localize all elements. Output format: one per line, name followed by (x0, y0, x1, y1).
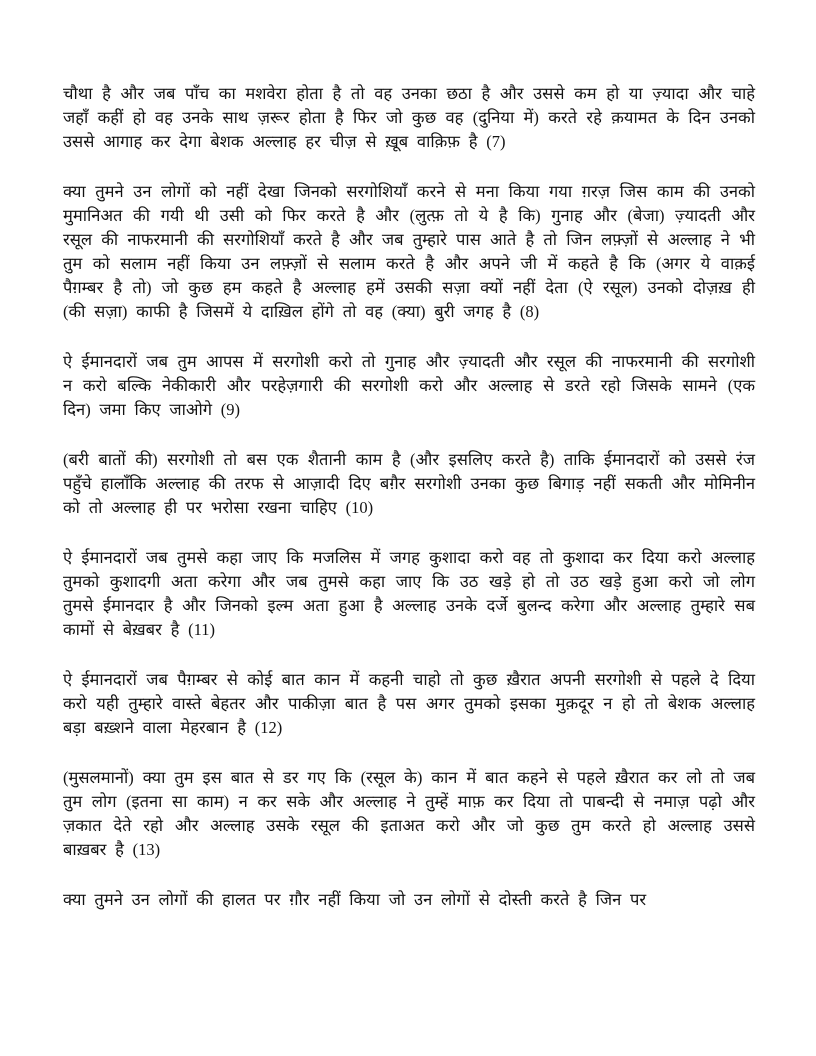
verse-paragraph-9: ऐ ईमानदारों जब तुम आपस में सरगोशी करो तो गुनाह और ज़्यादती और रसूल की नाफरमानी की सरगोशी न करो बल्कि नेकीकारी और परहेज़गारी की सरगोशी करो और अल्लाह से डरते रहो जिसके सामने (एक दिन) जमा किए जाओगे (9) (63, 352, 755, 419)
verse-paragraph-10: (बरी बातों की) सरगोशी तो बस एक शैतानी काम है (और इसलिए करते है) ताकि ईमानदारों को उससे रंज पहुँचे हालाँकि अल्लाह की तरफ से आज़ादी दिए बग़ैर सरगोशी उनका कुछ बिगाड़ नहीं सकती और मोमिनीन को तो अल्लाह ही पर भरोसा रखना चाहिए (10) (63, 450, 755, 517)
verse-paragraph-7: चौथा है और जब पाँच का मशवेरा होता है तो वह उनका छठा है और उससे कम हो या ज़्यादा और चाहे जहाँ कहीं हो वह उनके साथ ज़रूर होता है फिर जो कुछ वह (दुनिया में) करते रहे क़यामत के दिन उनको उससे आगाह कर देगा बेशक अल्लाह हर चीज़ से ख़ूब वाक़िफ़ है (7) (63, 84, 755, 151)
verse-paragraph-11: ऐ ईमानदारों जब तुमसे कहा जाए कि मजलिस में जगह कुशादा करो वह तो कुशादा कर दिया करो अल्लाह तुमको कुशादगी अता करेगा और जब तुमसे कहा जाए कि उठ खड़े हो तो उठ खड़े हुआ करो जो लोग तुमसे ईमानदार है और जिनको इल्म अता हुआ है अल्लाह उनके दर्जे बुलन्द करेगा और अल्लाह तुम्हारे सब कामों से बेख़बर है (11) (63, 548, 755, 639)
verse-paragraph-8: क्या तुमने उन लोगों को नहीं देखा जिनको सरगोशियाँ करने से मना किया गया ग़रज़ जिस काम की उनको मुमानिअत की गयी थी उसी को फिर करते है और (लुत्फ़ तो ये है कि) गुनाह और (बेजा) ज़्यादती और रसूल की नाफरमानी की सरगोशियाँ करते है और जब तुम्हारे पास आते है तो जिन लफ़्ज़ों से अल्लाह ने भी तुम को सलाम नहीं किया उन लफ़्ज़ों से सलाम करते है और अपने जी में कहते है कि (अगर ये वाक़ई पैग़म्बर है तो) जो कुछ हम कहते है अल्लाह हमें उसकी सज़ा क्यों नहीं देता (ऐ रसूल) उनको दोज़ख़ ही (की सज़ा) काफी है जिसमें ये दाख़िल होंगे तो वह (क्या) बुरी जगह है (8) (63, 182, 755, 321)
verse-paragraph-13: (मुसलमानों) क्या तुम इस बात से डर गए कि (रसूल के) कान में बात कहने से पहले ख़ैरात कर लो तो जब तुम लोग (इतना सा काम) न कर सके और अल्लाह ने तुम्हें माफ़ कर दिया तो पाबन्दी से नमाज़ पढ़ो और ज़कात देते रहो और अल्लाह उसके रसूल की इताअत करो और जो कुछ तुम करते हो अल्लाह उससे बाख़बर है (13) (63, 768, 755, 859)
verse-paragraph-14-partial: क्या तुमने उन लोगों की हालत पर ग़ौर नहीं किया जो उन लोगों से दोस्ती करते है जिन पर (63, 890, 647, 909)
verse-paragraph-12: ऐ ईमानदारों जब पैग़म्बर से कोई बात कान में कहनी चाहो तो कुछ ख़ैरात अपनी सरगोशी से पहले दे दिया करो यही तुम्हारे वास्ते बेहतर और पाकीज़ा बात है पस अगर तुमको इसका मुक़दूर न हो तो बेशक अल्लाह बड़ा बख़्शने वाला मेहरबान है (12) (63, 670, 755, 737)
